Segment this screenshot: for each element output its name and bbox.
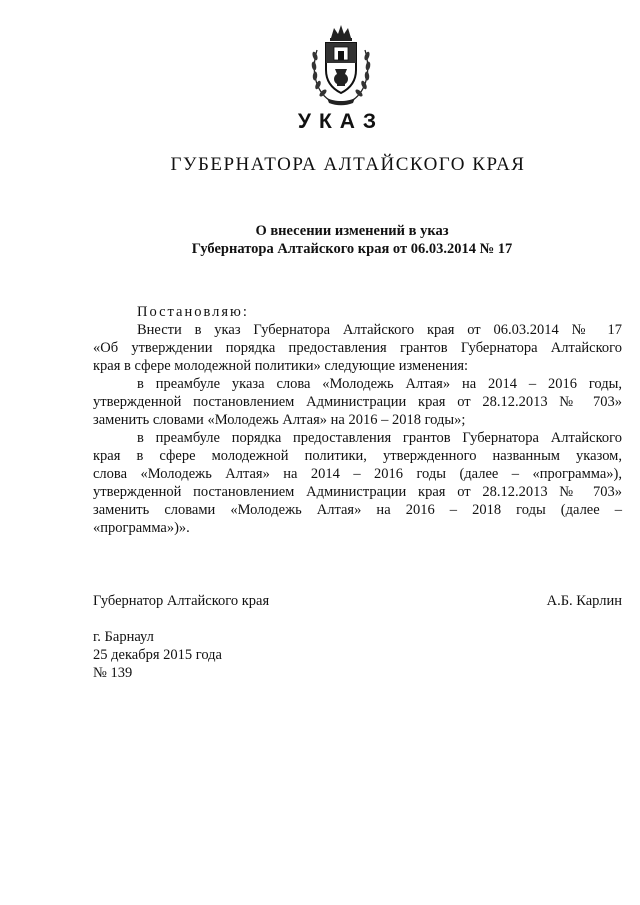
subject-line-2: Губернатора Алтайского края от 06.03.2014 № 17 (191, 241, 513, 257)
signatory-position: Губернатор Алтайского края (93, 593, 270, 609)
document-body (93, 303, 622, 537)
body-line: утвержденной постановлением Администрации края от 28.12.2013 № 703» (93, 484, 622, 500)
body-line: утвержденной постановлением Администрации края от 28.12.2013 № 703» (93, 394, 622, 410)
document-type-title: УКАЗ (297, 110, 385, 133)
issue-date: 25 декабря 2015 года (93, 647, 222, 663)
body-line: слова «Молодежь Алтая» на 2014 – 2016 годы (далее – «программа»), (93, 466, 622, 482)
body-line: Внести в указ Губернатора Алтайского края от 06.03.2014 № 17 (137, 322, 622, 338)
body-line: «программа»)». (93, 520, 190, 536)
document-subject (0, 222, 640, 258)
issuer-title: ГУБЕРНАТОРА АЛТАЙСКОГО КРАЯ (170, 154, 526, 175)
coat-of-arms-icon (309, 22, 373, 106)
body-line: «Об утверждении порядка предоставления грантов Губернатора Алтайского (93, 340, 622, 356)
body-line: края в сфере молодежной политики» следующие изменения: (93, 358, 469, 374)
body-line: в преамбуле указа слова «Молодежь Алтая» на 2014 – 2016 годы, (137, 376, 622, 392)
signature-block (93, 592, 622, 610)
body-line: края в сфере молодежной политики, утвержденного названным указом, (93, 448, 622, 464)
signatory-name: А.Б. Карлин (546, 593, 622, 609)
coat-of-arms-emblem (309, 22, 373, 106)
issue-city: г. Барнаул (93, 629, 154, 645)
document-footer (93, 628, 222, 682)
subject-line-1: О внесении изменений в указ (255, 223, 449, 239)
body-line: заменить словами «Молодежь Алтая» на 2016 – 2018 годы (далее – (93, 502, 622, 518)
body-line: заменить словами «Молодежь Алтая» на 2016 – 2018 годы»; (93, 412, 466, 428)
decree-word: Постановляю: (137, 304, 249, 320)
document-number: № 139 (93, 665, 133, 681)
body-line: в преамбуле порядка предоставления грантов Губернатора Алтайского (137, 430, 622, 446)
